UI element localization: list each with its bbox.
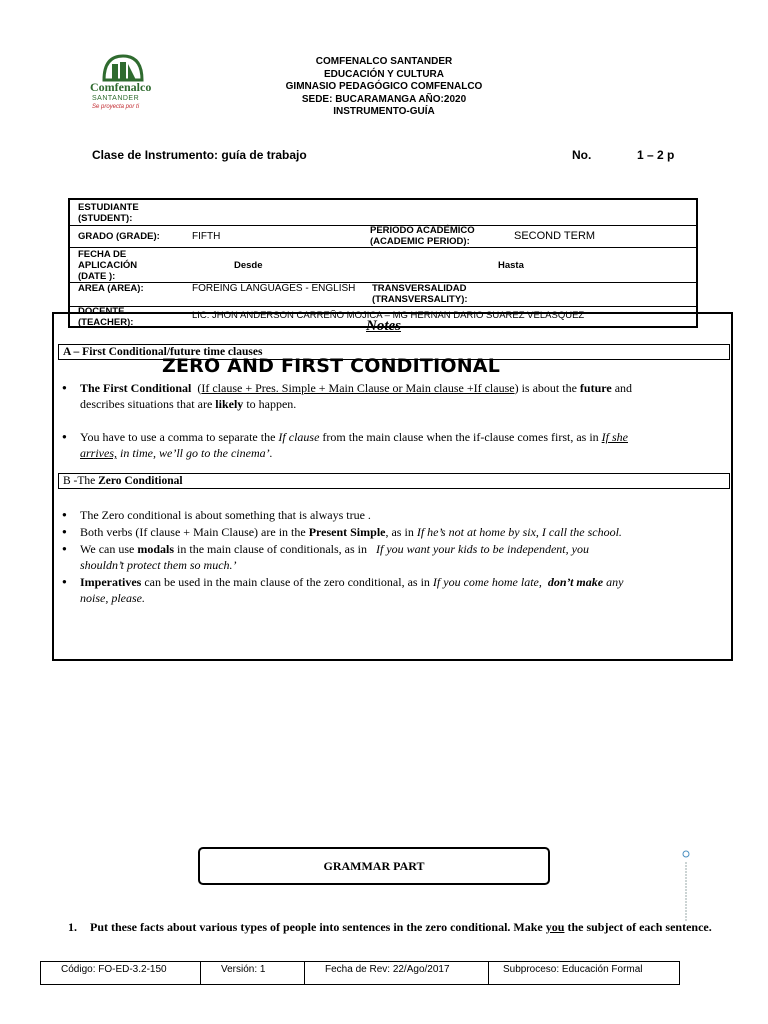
zc4-post: can be used in the main clause of the zero conditional, as in — [144, 575, 430, 589]
bullet-icon: ● — [62, 383, 67, 392]
date-label: FECHA DE APLICACIÓN (DATE ): — [78, 249, 138, 282]
number-label: No. — [572, 148, 592, 162]
first-conditional-formula: If clause + Pres. Simple + Main Clause or Main clause +If clause — [201, 381, 515, 395]
student-label: ESTUDIANTE (STUDENT): — [78, 202, 139, 224]
fc-line2b: to happen. — [246, 397, 297, 411]
comma-ifclause: If clause — [278, 430, 320, 444]
zc2-example: If he’s not at home by six, I call the school. — [416, 525, 622, 539]
zero-conditional-note-4 — [80, 574, 728, 606]
bullet-icon: ● — [62, 577, 67, 586]
row-date — [70, 247, 696, 283]
footer-version: Versión: 1 — [201, 962, 305, 984]
zero-conditional-note-3 — [80, 541, 728, 573]
comma-note — [80, 429, 728, 461]
bullet-icon: ● — [62, 544, 67, 553]
header-line-5: INSTRUMENTO-GUÍA — [333, 106, 435, 118]
header-line-4: SEDE: BUCARAMANGA AÑO:2020 — [301, 93, 467, 105]
zc3-example-2: shouldn’t protect them so much.’ — [80, 558, 237, 572]
zc3-post: in the main clause of conditionals, as in — [177, 542, 367, 556]
number-value: 1 – 2 p — [637, 148, 675, 162]
fc-and: and — [614, 381, 633, 395]
question-1 — [68, 919, 738, 935]
section-a-title: A – First Conditional/future time clauses — [63, 346, 263, 358]
zero-conditional-note-1: The Zero conditional is about something that is always true . — [80, 508, 371, 522]
desde-label: Desde — [234, 260, 263, 271]
first-conditional-term: The First Conditional — [80, 381, 192, 395]
header-line-2: EDUCACIÓN Y CULTURA — [323, 68, 444, 80]
logo-name: Comfenalco — [90, 80, 152, 94]
teacher-value: LIC. JHON ANDERSON CARREÑO MOJICA – MG HERNAN DARIO SUAREZ VELASQUEZ — [192, 310, 585, 321]
header-line-1: COMFENALCO SANTANDER — [315, 56, 453, 67]
area-label: AREA (AREA): — [78, 283, 144, 294]
zc2-bold: Present Simple — [308, 525, 386, 539]
zc4-example-3: noise, please. — [80, 591, 145, 605]
section-b-title: Zero Conditional — [98, 475, 183, 487]
grade-value: FIFTH — [192, 231, 221, 242]
question-1-you: you — [545, 920, 565, 934]
teacher-label: DOCENTE (TEACHER): — [78, 306, 134, 328]
bullet-icon: ● — [62, 510, 67, 519]
zc4-bold: Imperatives — [80, 575, 142, 589]
section-a-bar — [58, 344, 730, 360]
area-value: FOREING LANGUAGES - ENGLISH — [192, 283, 356, 294]
document-footer — [40, 961, 680, 985]
logo-slogan: Se proyecta por ti — [92, 104, 140, 110]
zc4-example-bold: don’t make — [547, 575, 604, 589]
bullet-icon: ● — [62, 432, 67, 441]
zc4-example-1: If you come home late, — [432, 575, 542, 589]
zc3-example-1: If you want your kids to be independent, you — [376, 542, 589, 556]
footer-process: Subproceso: Educación Formal — [503, 964, 643, 975]
footer-code: Código: FO-ED-3.2-150 — [41, 962, 201, 984]
section-b-prefix: B -The — [63, 475, 96, 487]
question-1-number: 1. — [68, 920, 77, 934]
fc-mid: is about the — [521, 381, 577, 395]
fc-likely: likely — [215, 397, 244, 411]
student-info-table — [68, 198, 698, 328]
zero-conditional-note-2 — [80, 524, 728, 540]
header-line-3: GIMNASIO PEDAGÓGICO COMFENALCO — [285, 81, 483, 93]
transversality-label: TRANSVERSALIDAD (TRANSVERSALITY): — [372, 283, 468, 305]
question-1-pre: Put these facts about various types of people into sentences in the zero conditional. Make — [90, 920, 543, 934]
hasta-label: Hasta — [498, 260, 524, 271]
row-student — [70, 200, 696, 226]
comma-example-1: If she — [601, 430, 628, 444]
row-area — [70, 282, 696, 307]
comfenalco-logo — [88, 52, 158, 118]
section-b-bar — [58, 473, 730, 489]
comma-example-3: in time, we’ll go to the cinema’. — [120, 446, 273, 460]
fc-future: future — [579, 381, 612, 395]
row-grade — [70, 225, 696, 248]
question-1-post: the subject of each sentence. — [567, 920, 712, 934]
lesson-heading: ZERO AND FIRST CONDITIONAL — [162, 355, 501, 377]
logo-sub: SANTANDER — [92, 95, 140, 102]
fc-line2a: describes situations that are — [80, 397, 213, 411]
period-value: SECOND TERM — [514, 230, 596, 242]
zc4-example-2: any — [606, 575, 624, 589]
zc2-pre: Both verbs (If clause + Main Clause) are in the — [80, 525, 306, 539]
instrument-class: Clase de Instrumento: guía de trabajo — [92, 148, 307, 162]
notes-title: Notes — [366, 318, 401, 334]
grammar-part-box — [198, 847, 550, 885]
grade-label: GRADO (GRADE): — [78, 231, 160, 242]
period-label: PERIODO ACADÉMICO (ACADEMIC PERIOD): — [370, 225, 475, 247]
comma-pre: You have to use a comma to separate the — [80, 430, 276, 444]
footer-date: Fecha de Rev: 22/Ago/2017 — [305, 962, 489, 984]
zc3-pre: We can use — [80, 542, 135, 556]
zc2-post: , as in — [385, 525, 414, 539]
comma-post: from the main clause when the if-clause comes first, as in — [322, 430, 599, 444]
zc3-bold: modals — [137, 542, 175, 556]
comma-example-2: arrives, — [80, 446, 117, 460]
first-conditional-note: The First Conditional (If clause + Pres. Simple + Main Clause or Main clause +If clause) is about the future and describes situations that are likely to happen. — [80, 381, 633, 411]
grammar-part-title: GRAMMAR PART — [323, 859, 425, 873]
bullet-icon: ● — [62, 527, 67, 536]
document-header — [200, 56, 568, 119]
side-watermark-icon — [682, 850, 690, 924]
